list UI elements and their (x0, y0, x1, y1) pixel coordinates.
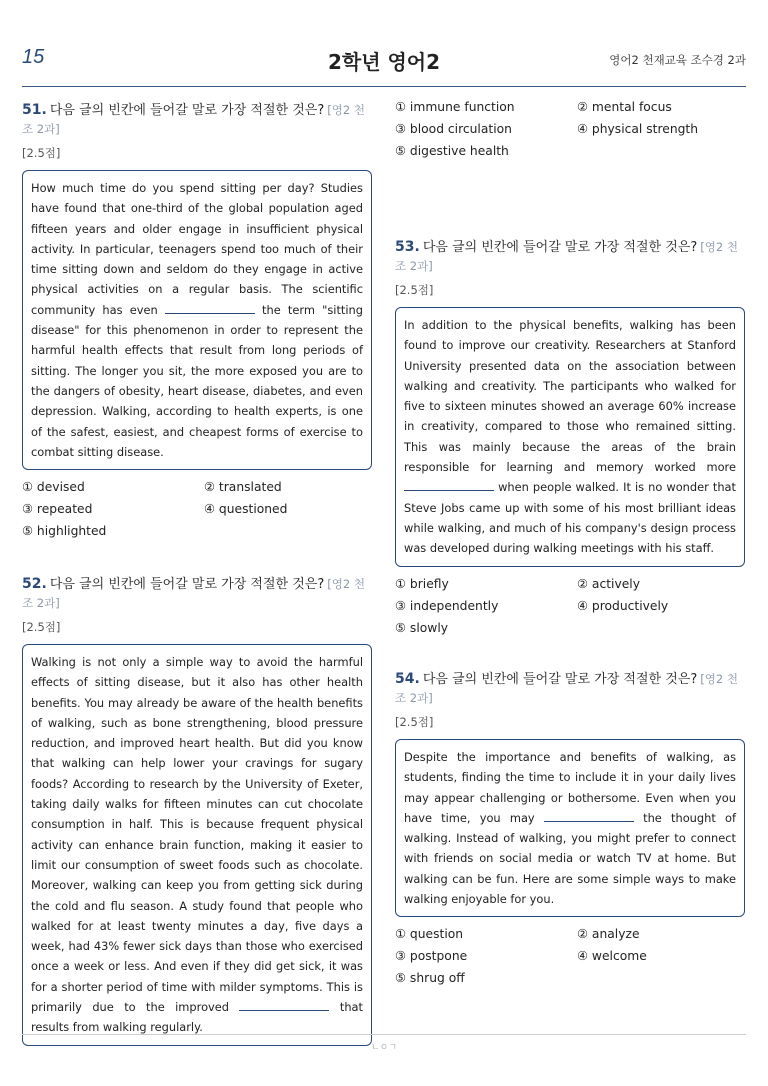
footer-divider (22, 1034, 746, 1035)
passage-text-before: In addition to the physical benefits, walking has been found to improve our creativity. Researchers at Stanford University presented data on the association between walking and creativity. The participants who walked for five to sixteen minutes showed an average 60% increase in creativity, compared to those who remained sitting. This was mainly because the areas of the brain responsible for learning and memory worked more (404, 318, 736, 475)
passage-box (22, 644, 372, 1046)
option-1[interactable]: ① briefly (395, 576, 449, 591)
page-header (22, 44, 746, 87)
question-number: 54. (395, 671, 420, 687)
answer-options (395, 573, 745, 639)
question-prompt: 다음 글의 빈칸에 들어갈 말로 가장 적절한 것은? (49, 577, 325, 592)
question-source: [영2 천조 2과] (395, 672, 738, 705)
option-4[interactable]: ④ questioned (204, 502, 288, 517)
passage-text-before: Despite the importance and benefits of walking, as students, finding the time to include it in your daily lives may appear challenging or bothersome. Even when you have time, you may (404, 750, 736, 825)
passage-text-before: How much time do you spend sitting per day? Studies have found that one-third of the global population aged fifteen years and older engage in insufficient physical activity. In particular, teenagers spend too much of their time sitting down and seldom do they engage in active physical activities on a regular basis. The scientific community has even (31, 181, 363, 317)
answer-options (22, 476, 372, 542)
passage-text-after: that results from walking regularly. (31, 1000, 363, 1035)
passage-text-after: the thought of walking. Instead of walking, you might prefer to connect with friends on social media or watch TV at home. But walking can be fun. Here are some simple ways to make walking enjoyable for you. (404, 810, 737, 907)
option-5[interactable]: ⑤ digestive health (395, 144, 509, 158)
question-53 (395, 238, 745, 639)
page-number: 15 (22, 46, 45, 68)
option-3[interactable]: ③ postpone (395, 949, 468, 964)
question-points: [2.5점] (22, 620, 61, 634)
question-prompt: 다음 글의 빈칸에 들어갈 말로 가장 적절한 것은? (422, 672, 698, 687)
question-header (395, 238, 745, 276)
question-source: [영2 천조 2과] (22, 577, 365, 610)
passage-box (395, 739, 745, 917)
option-3[interactable]: ③ independently (395, 598, 499, 613)
question-number: 51. (22, 102, 47, 118)
option-3[interactable]: ③ repeated (22, 502, 93, 517)
question-51 (22, 101, 372, 542)
question-header (395, 670, 745, 708)
question-points: [2.5점] (22, 146, 61, 160)
option-3[interactable]: ③ blood circulation (395, 122, 512, 136)
question-points: [2.5점] (395, 283, 434, 297)
answer-options (395, 96, 745, 162)
footer-mark: ㄴㅇㄱ (370, 1043, 398, 1053)
passage-box (395, 307, 745, 567)
answer-options (395, 923, 745, 989)
option-5[interactable]: ⑤ highlighted (22, 524, 107, 539)
option-4[interactable]: ④ welcome (577, 949, 647, 964)
passage-text-after: when people walked. It is no wonder that Steve Jobs came up with some of his most brilliant ideas while walking, and much of his company's design process was developed during walking meetings with his staff. (404, 480, 736, 556)
passage-text-before: Walking is not only a simple way to avoid the harmful effects of sitting disease, but it also has other health benefits. You may already be aware of the health benefits of walking, such as bone strengthening, blood pressure reduction, and improved heart health. But did you know that walking can help lower your cravings for sugary foods? According to research by the University of Exeter, taking daily walks for fifteen minutes can cut chocolate consumption in half. This is because frequent physical activity can enhance brain function, making it easier to limit our consumption of sweet foods such as chocolate. Moreover, walking can keep you from getting sick during the cold and flu season. A study found that people who walked for at least twenty minutes a day, five days a week, had 43% fewer sick days than those who exercised once a week or less. And even if they did get sick, it was for a shorter period of time with milder symptoms. This is primarily due to the improved (31, 655, 363, 1015)
page-subtitle: 영어2 천재교육 조수경 2과 (609, 53, 746, 67)
answer-blank (544, 809, 634, 822)
answer-blank (404, 478, 494, 491)
passage-text-after: the term "sitting disease" for this phenomenon in order to represent the harmful health effects that result from long periods of sitting. The longer you sit, the more exposed you are to the dangers of obesity, heart disease, diabetes, and even depression. Walking, according to health experts, is one of the safest, easiest, and cheapest forms of exercise to combat sitting disease. (31, 302, 363, 459)
question-number: 53. (395, 239, 420, 255)
option-2[interactable]: ② analyze (577, 927, 640, 942)
option-5[interactable]: ⑤ slowly (395, 620, 449, 635)
option-1[interactable]: ① question (395, 927, 464, 942)
option-2[interactable]: ② actively (577, 576, 641, 591)
passage-box (22, 170, 372, 470)
question-points: [2.5점] (395, 715, 434, 729)
question-source: [영2 천조 2과] (22, 103, 365, 136)
question-header (22, 101, 372, 139)
option-2[interactable]: ② mental focus (577, 100, 672, 114)
option-1[interactable]: ① devised (22, 480, 85, 495)
question-number: 52. (22, 576, 47, 592)
question-52 (22, 575, 372, 1046)
page-title: 2학년 영어2 (327, 50, 441, 74)
question-prompt: 다음 글의 빈칸에 들어갈 말로 가장 적절한 것은? (49, 103, 325, 118)
option-4[interactable]: ④ productively (577, 598, 669, 613)
question-prompt: 다음 글의 빈칸에 들어갈 말로 가장 적절한 것은? (422, 240, 698, 255)
answer-blank (239, 998, 329, 1011)
option-2[interactable]: ② translated (204, 480, 282, 495)
question-source: [영2 천조 2과] (395, 240, 738, 273)
question-54 (395, 670, 745, 989)
option-1[interactable]: ① immune function (395, 100, 515, 114)
option-5[interactable]: ⑤ shrug off (395, 971, 465, 986)
question-52-options (395, 96, 745, 162)
option-4[interactable]: ④ physical strength (577, 122, 699, 136)
question-header (22, 575, 372, 613)
answer-blank (165, 301, 255, 314)
